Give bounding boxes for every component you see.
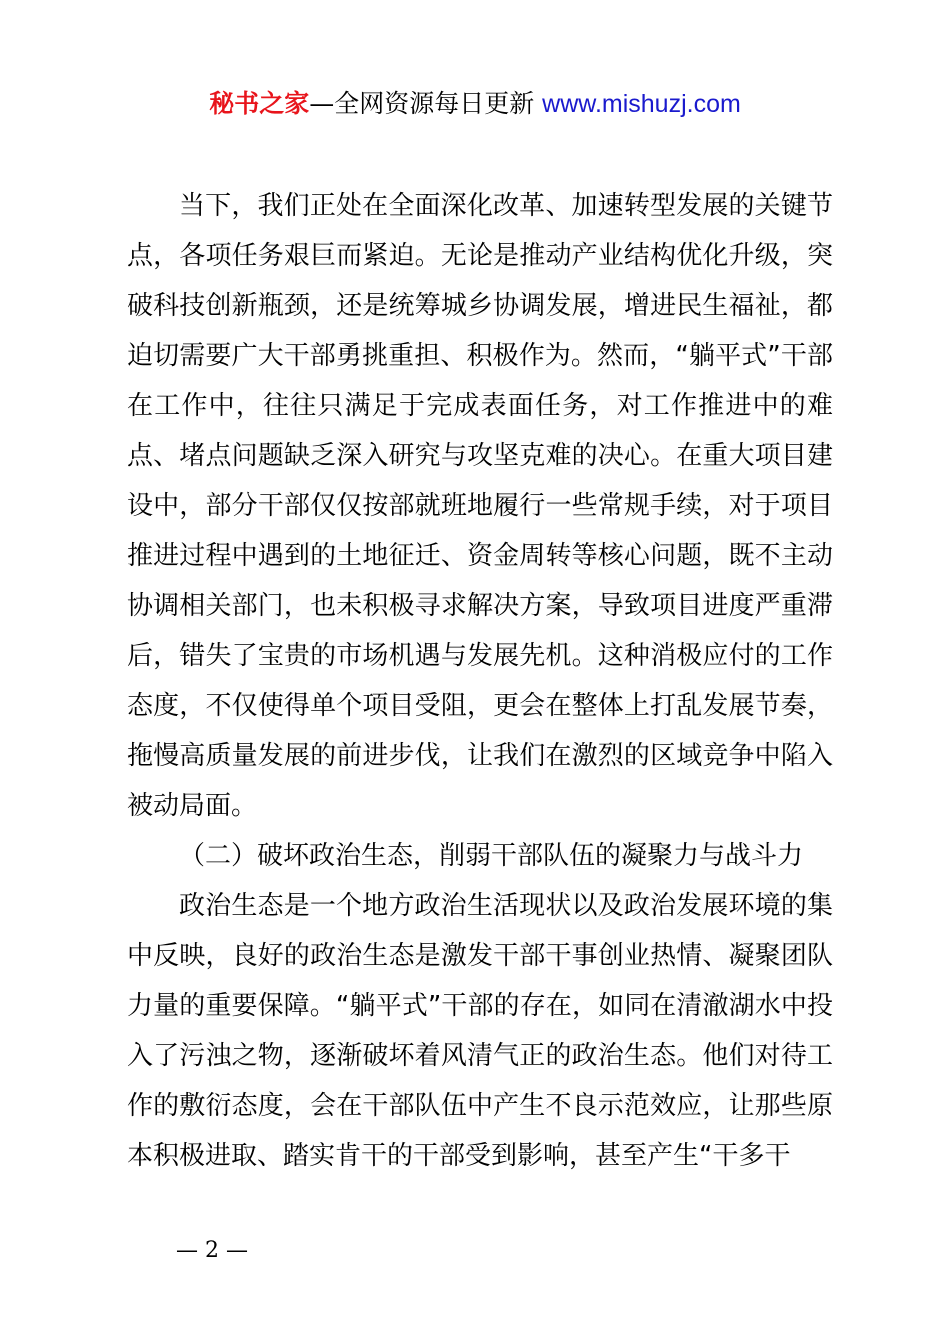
page-number: — 2 —	[176, 1238, 248, 1263]
section-subheading: （二）破坏政治生态，削弱干部队伍的凝聚力与战斗力	[179, 841, 804, 871]
site-url-link[interactable]: www.mishuzj.com	[542, 90, 741, 118]
body-paragraph: 政治生态是一个地方政治生活现状以及政治发展环境的集中反映，良好的政治生态是激发干部干事创业热情、凝聚团队力量的重要保障。“躺平式”干部的存在，如同在清澈湖水中投入了污浊之物，逐渐破坏着风清气正的政治生态。他们对待工作的敷衍态度，会在干部队伍中产生不良示范效应，让那些原本积极进取、踏实肯干的干部受到影响，甚至产生“干多干	[127, 891, 833, 1171]
site-header	[0, 86, 950, 122]
body-paragraph: 当下，我们正处在全面深化改革、加速转型发展的关键节点，各项任务艰巨而紧迫。无论是推动产业结构优化升级，突破科技创新瓶颈，还是统筹城乡协调发展，增进民生福祉，都迫切需要广大干部勇挑重担、积极作为。然而，“躺平式”干部在工作中，往往只满足于完成表面任务，对工作推进中的难点、堵点问题缺乏深入研究与攻坚克难的决心。在重大项目建设中，部分干部仅仅按部就班地履行一些常规手续，对于项目推进过程中遇到的土地征迁、资金周转等核心问题，既不主动协调相关部门，也未积极寻求解决方案，导致项目进度严重滞后，错失了宝贵的市场机遇与发展先机。这种消极应付的工作态度，不仅使得单个项目受阻，更会在整体上打乱发展节奏，拖慢高质量发展的前进步伐，让我们在激烈的区域竞争中陷入被动局面。	[127, 191, 833, 821]
site-tagline: —全网资源每日更新	[309, 89, 543, 118]
document-body	[127, 181, 833, 1181]
site-brand: 秘书之家	[209, 89, 310, 118]
